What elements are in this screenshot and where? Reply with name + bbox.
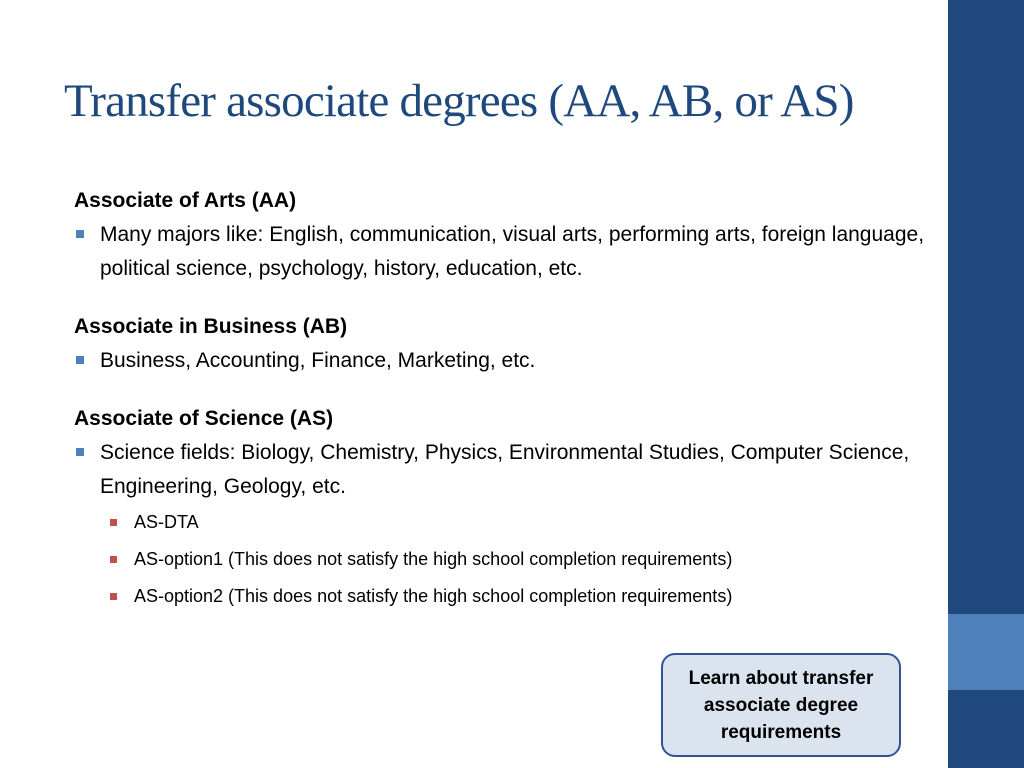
sub-bullet-item (74, 578, 934, 615)
bullet-text: Many majors like: English, communication, visual arts, performing arts, foreign language, political science, psychology, history, education, etc. (100, 223, 925, 280)
sub-bullet-text: AS-option2 (This does not satisfy the high school completion requirements) (134, 586, 733, 606)
square-bullet-icon (76, 230, 84, 238)
bullet-text: Business, Accounting, Finance, Marketing, etc. (100, 349, 536, 372)
square-sub-bullet-icon (110, 519, 117, 526)
square-sub-bullet-icon (110, 593, 117, 600)
sub-bullet-item (74, 541, 934, 578)
section-heading-aa: Associate of Arts (AA) (74, 189, 297, 212)
section-heading-ab: Associate in Business (AB) (74, 315, 348, 338)
section-heading-as: Associate of Science (AS) (74, 407, 334, 430)
sub-bullet-item (74, 504, 934, 541)
learn-more-callout-button[interactable] (661, 653, 901, 757)
bullet-item-aa (74, 218, 934, 286)
bullet-text: Science fields: Biology, Chemistry, Physics, Environmental Studies, Computer Science, Engineering, Geology, etc. (100, 441, 910, 498)
sub-bullet-text: AS-option1 (This does not satisfy the high school completion requirements) (134, 549, 733, 569)
slide-content (74, 184, 934, 615)
slide-title: Transfer associate degrees (AA, AB, or AS) (64, 75, 854, 127)
bullet-item-as (74, 436, 934, 504)
square-sub-bullet-icon (110, 556, 117, 563)
square-bullet-icon (76, 356, 84, 364)
bullet-item-ab (74, 344, 934, 378)
sub-bullet-text: AS-DTA (134, 512, 199, 532)
callout-label: Learn about transfer associate degree requirements (688, 667, 874, 743)
side-accent-block (948, 614, 1024, 690)
square-bullet-icon (76, 448, 84, 456)
